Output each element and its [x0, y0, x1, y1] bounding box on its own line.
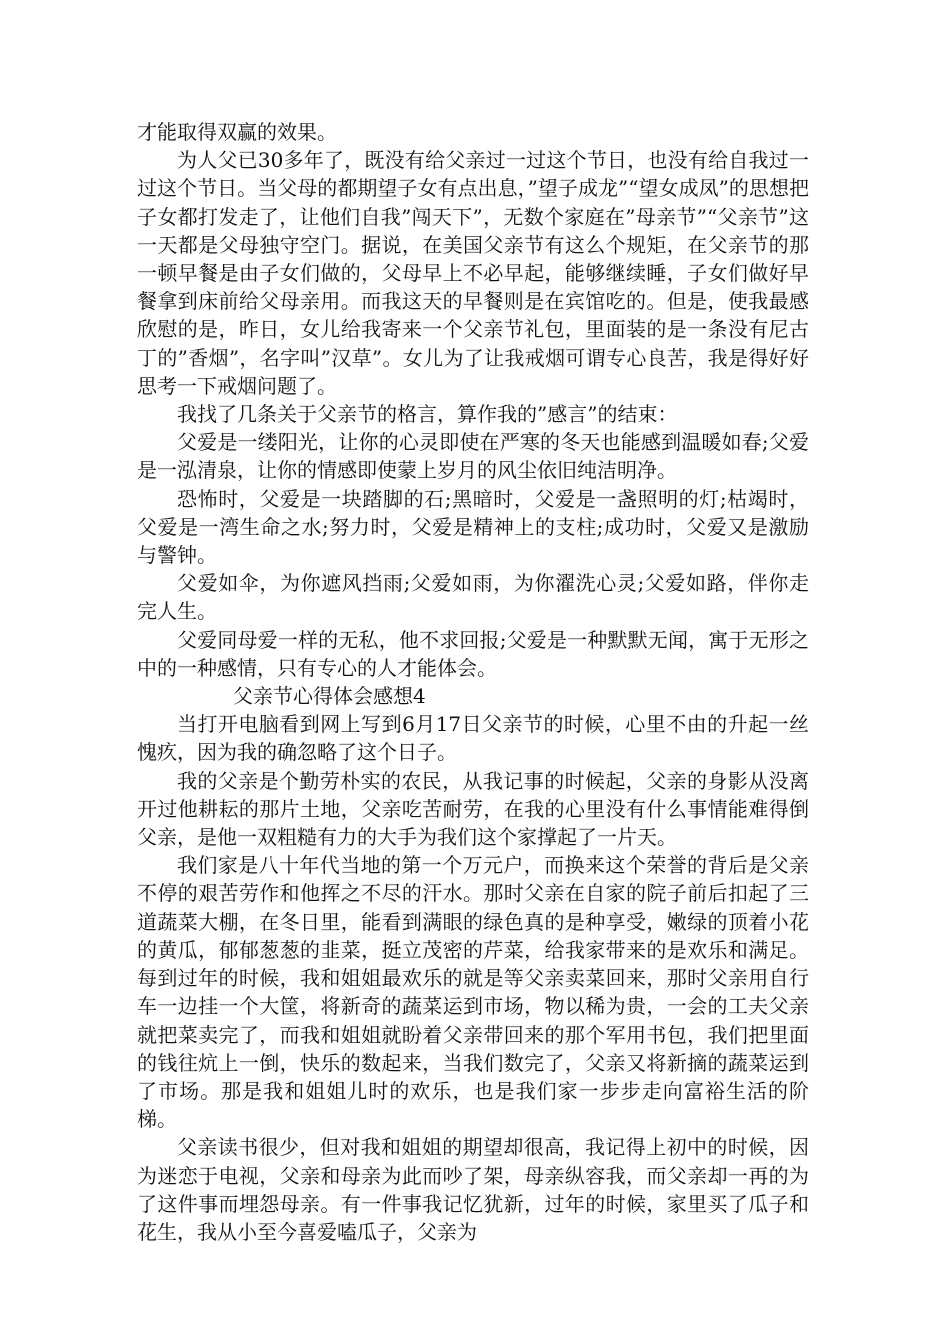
paragraph: 父亲读书很少，但对我和姐姐的期望却很高，我记得上初中的时候，因为迷恋于电视，父亲和母亲为此而吵了架，母亲纵容我，而父亲却一再的为了这件事而埋怨母亲。有一件事我记忆犹新，过年的时候，家里买了瓜子和花生，我从小至今喜爱嗑瓜子，父亲为: [137, 1135, 809, 1244]
paragraph: 我的父亲是个勤劳朴实的农民，从我记事的时候起，父亲的身影从没离开过他耕耘的那片土地，父亲吃苦耐劳，在我的心里没有什么事情能难得倒父亲，是他一双粗糙有力的大手为我们这个家撑起了一片天。: [137, 768, 809, 850]
paragraph: 父爱同母爱一样的无私，他不求回报;父爱是一种默默无闻，寓于无形之中的一种感情，只有专心的人才能体会。: [137, 627, 809, 680]
paragraph: 当打开电脑看到网上写到6月17日父亲节的时候，心里不由的升起一丝愧疚，因为我的确忽略了这个日子。: [137, 712, 809, 765]
document-body: [137, 118, 809, 1246]
paragraph: 父爱是一缕阳光，让你的心灵即使在严寒的冬天也能感到温暖如春;父爱是一泓清泉，让你的情感即使蒙上岁月的风尘依旧纯洁明净。: [137, 430, 809, 483]
paragraph: 才能取得双赢的效果。: [137, 120, 337, 144]
paragraph: 我们家是八十年代当地的第一个万元户，而换来这个荣誉的背后是父亲不停的艰苦劳作和他挥之不尽的汗水。那时父亲在自家的院子前后扣起了三道蔬菜大棚，在冬日里，能看到满眼的绿色真的是种享受，嫩绿的顶着小花的黄瓜，郁郁葱葱的韭菜，挺立茂密的芹菜，给我家带来的是欢乐和满足。每到过年的时候，我和姐姐最欢乐的就是等父亲卖菜回来，那时父亲用自行车一边挂一个大筐，将新奇的蔬菜运到市场，物以稀为贵，一会的工夫父亲就把菜卖完了，而我和姐姐就盼着父亲带回来的那个军用书包，我们把里面的钱往炕上一倒，快乐的数起来，当我们数完了，父亲又将新摘的蔬菜运到了市场。那是我和姐姐儿时的欢乐，也是我们家一步步走向富裕生活的阶梯。: [137, 853, 809, 1132]
paragraph: 父爱如伞，为你遮风挡雨;父爱如雨，为你濯洗心灵;父爱如路，伴你走完人生。: [137, 571, 809, 624]
paragraph: 我找了几条关于父亲节的格言，算作我的”感言”的结束：: [177, 402, 678, 427]
paragraph: 为人父已30多年了，既没有给父亲过一过这个节日，也没有给自我过一过这个节日。当父母的都期望子女有点出息，”望子成龙”“望女成凤”的思想把子女都打发走了，让他们自我”闯天下”，无数个家庭在”母亲节”“父亲节”这一天都是父母独守空门。据说，在美国父亲节有这么个规矩，在父亲节的那一顿早餐是由子女们做的，父母早上不必早起，能够继续睡，子女们做好早餐拿到床前给父母亲用。而我这天的早餐则是在宾馆吃的。但是，使我最感欣慰的是，昨日，女儿给我寄来一个父亲节礼包，里面装的是一条没有尼古丁的”香烟”，名字叫”汉草”。女儿为了让我戒烟可谓专心良苦，我是得好好思考一下戒烟问题了。: [137, 148, 809, 398]
paragraph: 恐怖时，父爱是一块踏脚的石;黑暗时，父爱是一盏照明的灯;枯竭时，父爱是一湾生命之水;努力时，父爱是精神上的支柱;成功时，父爱又是激励与警钟。: [137, 486, 809, 568]
section-heading: 父亲节心得体会感想4: [233, 684, 426, 709]
